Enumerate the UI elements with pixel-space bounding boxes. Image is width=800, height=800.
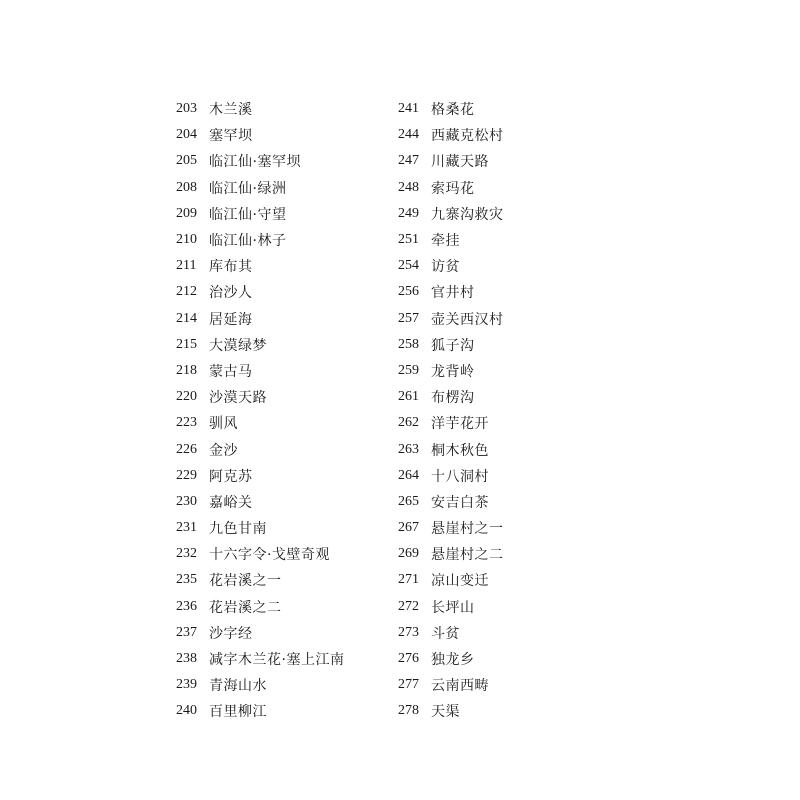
- toc-page-number: 238: [176, 651, 197, 667]
- toc-entry: [398, 646, 504, 672]
- toc-title: 九寨沟救灾: [431, 206, 504, 223]
- toc-title: 狐子沟: [431, 337, 475, 354]
- toc-entry: [398, 148, 504, 174]
- toc-title: 金沙: [209, 442, 238, 459]
- toc-title: 塞罕坝: [209, 128, 253, 145]
- toc-title: 临江仙·守望: [209, 206, 287, 223]
- toc-page-number: 229: [176, 467, 197, 483]
- toc-page-number: 205: [176, 153, 197, 169]
- toc-page-number: 261: [398, 389, 419, 405]
- toc-entry: [176, 463, 344, 489]
- toc-entry: [398, 594, 504, 620]
- toc-page-number: 208: [176, 179, 197, 195]
- toc-title: 减字木兰花·塞上江南: [209, 652, 345, 669]
- toc-title: 居延海: [209, 311, 253, 328]
- toc-page-number: 215: [176, 336, 197, 352]
- toc-page-number: 223: [176, 415, 197, 431]
- toc-page-number: 251: [398, 232, 419, 248]
- toc-title: 库布其: [209, 259, 253, 276]
- toc-title: 访贫: [431, 259, 460, 276]
- toc-title: 花岩溪之二: [209, 599, 282, 616]
- toc-title: 天渠: [431, 704, 460, 721]
- toc-entry: [176, 567, 344, 593]
- toc-page-number: 276: [398, 651, 419, 667]
- toc-page-number: 256: [398, 284, 419, 300]
- toc-title: 蒙古马: [209, 363, 253, 380]
- toc-entry: [398, 672, 504, 698]
- toc-title: 阿克苏: [209, 468, 253, 485]
- toc-entry: [176, 358, 344, 384]
- toc-title: 青海山水: [209, 678, 267, 695]
- toc-entry: [176, 175, 344, 201]
- toc-page-number: 232: [176, 546, 197, 562]
- toc-page-number: 278: [398, 703, 419, 719]
- toc-page-number: 269: [398, 546, 419, 562]
- toc-page-number: 244: [398, 127, 419, 143]
- toc-entry: [176, 672, 344, 698]
- toc-entry: [176, 620, 344, 646]
- toc-title: 独龙乡: [431, 652, 475, 669]
- toc-page-number: 257: [398, 310, 419, 326]
- toc-title: 长坪山: [431, 599, 475, 616]
- toc-page-number: 262: [398, 415, 419, 431]
- toc-title: 安吉白茶: [431, 494, 489, 511]
- toc-entry: [398, 175, 504, 201]
- toc-title: 百里柳江: [209, 704, 267, 721]
- toc-title: 沙字经: [209, 625, 253, 642]
- toc-page-number: 259: [398, 362, 419, 378]
- toc-page-number: 203: [176, 101, 197, 117]
- toc-entry: [398, 541, 504, 567]
- toc-title: 壶关西汉村: [431, 311, 504, 328]
- toc-page-number: 231: [176, 520, 197, 536]
- toc-page-number: 226: [176, 441, 197, 457]
- toc-title: 临江仙·林子: [209, 233, 287, 250]
- toc-entry: [176, 96, 344, 122]
- toc-entry: [176, 384, 344, 410]
- toc-entry: [176, 698, 344, 724]
- toc-entry: [398, 332, 504, 358]
- toc-title: 十六字令·戈壁奇观: [209, 547, 330, 564]
- toc-entry: [398, 463, 504, 489]
- toc-entry: [176, 410, 344, 436]
- toc-page-number: 249: [398, 205, 419, 221]
- toc-page-number: 258: [398, 336, 419, 352]
- toc-entry: [398, 253, 504, 279]
- toc-entry: [176, 436, 344, 462]
- toc-entry: [398, 515, 504, 541]
- toc-page-number: 236: [176, 598, 197, 614]
- toc-entry: [398, 96, 504, 122]
- toc-title: 悬崖村之二: [431, 547, 504, 564]
- toc-page-number: 277: [398, 677, 419, 693]
- toc-page-number: 264: [398, 467, 419, 483]
- toc-entry: [176, 227, 344, 253]
- toc-entry: [176, 515, 344, 541]
- toc-entry: [176, 122, 344, 148]
- toc-page-number: 273: [398, 624, 419, 640]
- toc-title: 悬崖村之一: [431, 521, 504, 538]
- toc-title: 川藏天路: [431, 154, 489, 171]
- toc-title: 十八洞村: [431, 468, 489, 485]
- toc-page-number: 272: [398, 598, 419, 614]
- toc-title: 驯风: [209, 416, 238, 433]
- toc-title: 洋芋花开: [431, 416, 489, 433]
- toc-entry: [176, 306, 344, 332]
- toc-page-number: 267: [398, 520, 419, 536]
- toc-page-number: 248: [398, 179, 419, 195]
- toc-title: 西藏克松村: [431, 128, 504, 145]
- toc-title: 斗贫: [431, 625, 460, 642]
- toc-entry: [176, 332, 344, 358]
- toc-title: 临江仙·绿洲: [209, 180, 287, 197]
- toc-entry: [176, 253, 344, 279]
- toc-entry: [398, 279, 504, 305]
- toc-page-number: 218: [176, 362, 197, 378]
- toc-page-number: 212: [176, 284, 197, 300]
- toc-page-number: 254: [398, 258, 419, 274]
- toc-title: 大漠绿梦: [209, 337, 267, 354]
- toc-entry: [176, 148, 344, 174]
- toc-entry: [176, 646, 344, 672]
- toc-title: 治沙人: [209, 285, 253, 302]
- toc-page-number: 239: [176, 677, 197, 693]
- toc-title: 九色甘南: [209, 521, 267, 538]
- toc-title: 嘉峪关: [209, 494, 253, 511]
- toc-title: 布楞沟: [431, 390, 475, 407]
- toc-page-number: 235: [176, 572, 197, 588]
- toc-title: 官井村: [431, 285, 475, 302]
- toc-entry: [398, 227, 504, 253]
- toc-page-number: 265: [398, 493, 419, 509]
- toc-page-number: 237: [176, 624, 197, 640]
- toc-entry: [398, 436, 504, 462]
- toc-entry: [398, 122, 504, 148]
- toc-entry: [176, 201, 344, 227]
- toc-entry: [398, 620, 504, 646]
- toc-title: 木兰溪: [209, 102, 253, 119]
- toc-page-number: 230: [176, 493, 197, 509]
- toc-title: 沙漠天路: [209, 390, 267, 407]
- toc-title: 桐木秋色: [431, 442, 489, 459]
- toc-entry: [176, 489, 344, 515]
- toc-entry: [398, 358, 504, 384]
- toc-page-number: 204: [176, 127, 197, 143]
- toc-title: 凉山变迁: [431, 573, 489, 590]
- toc-entry: [176, 541, 344, 567]
- toc-page-number: 241: [398, 101, 419, 117]
- toc-title: 临江仙·塞罕坝: [209, 154, 301, 171]
- toc-entry: [398, 384, 504, 410]
- toc-entry: [398, 201, 504, 227]
- toc-page-number: 247: [398, 153, 419, 169]
- toc-page-number: 209: [176, 205, 197, 221]
- toc-page-number: 271: [398, 572, 419, 588]
- toc-title: 花岩溪之一: [209, 573, 282, 590]
- toc-page-number: 220: [176, 389, 197, 405]
- toc-page-number: 263: [398, 441, 419, 457]
- toc-entry: [398, 306, 504, 332]
- toc-right-column: [398, 96, 504, 725]
- toc-left-column: [176, 96, 344, 725]
- toc-page-number: 211: [176, 258, 197, 274]
- toc-page-number: 214: [176, 310, 197, 326]
- toc-entry: [176, 594, 344, 620]
- toc-title: 牵挂: [431, 233, 460, 250]
- toc-title: 云南西畴: [431, 678, 489, 695]
- toc-page-number: 240: [176, 703, 197, 719]
- toc-entry: [398, 410, 504, 436]
- toc-title: 索玛花: [431, 180, 475, 197]
- toc-entry: [398, 489, 504, 515]
- toc-entry: [398, 698, 504, 724]
- toc-entry: [398, 567, 504, 593]
- toc-page-number: 210: [176, 232, 197, 248]
- toc-title: 格桑花: [431, 102, 475, 119]
- toc-title: 龙背岭: [431, 363, 475, 380]
- toc-entry: [176, 279, 344, 305]
